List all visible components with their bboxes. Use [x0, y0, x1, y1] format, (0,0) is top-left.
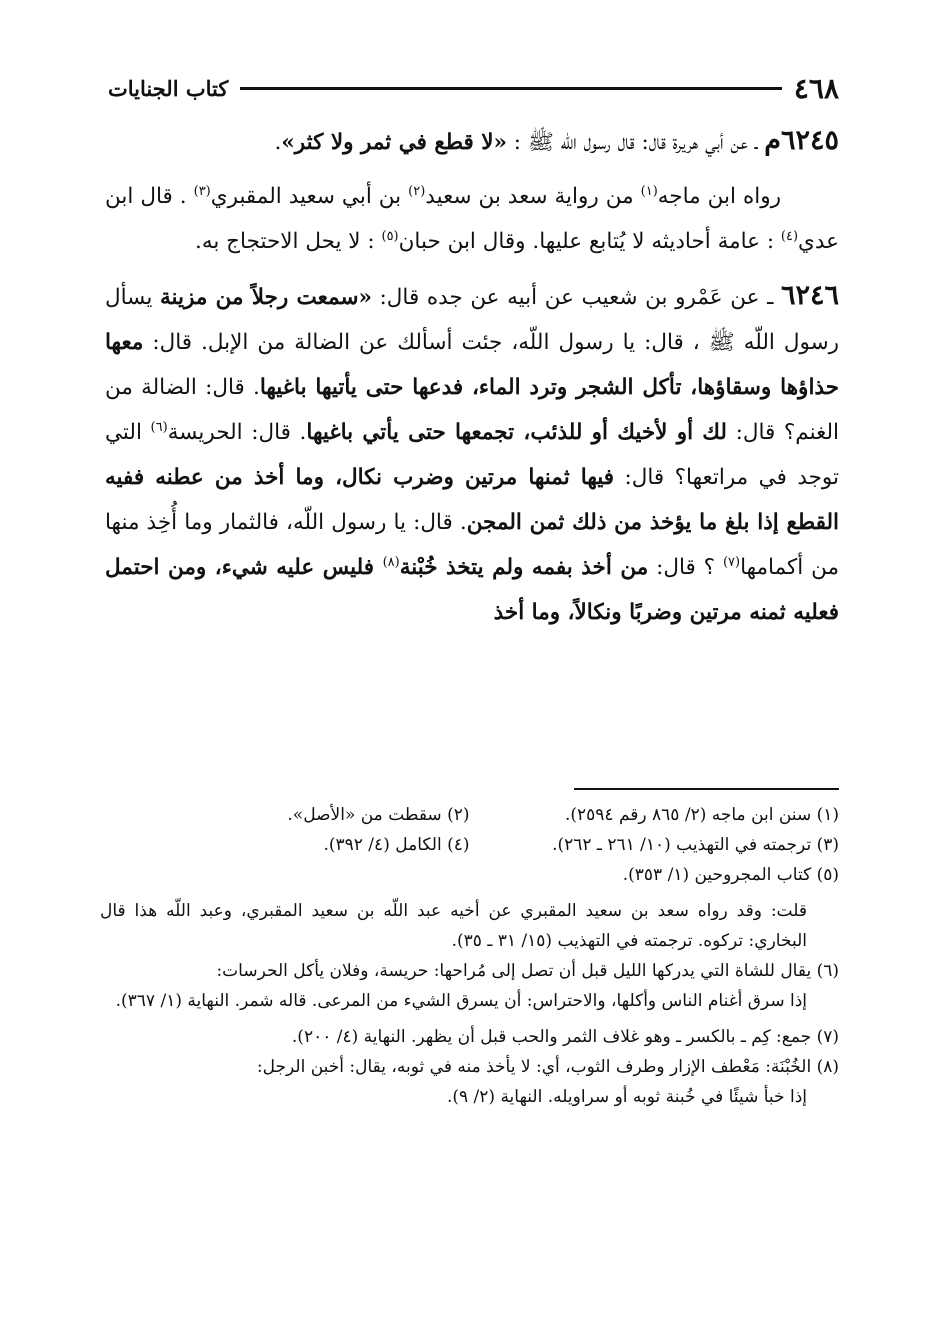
footnote-row: [100, 830, 839, 860]
comment-text: . قال ابن عدي: [105, 184, 839, 254]
footnote-6: (٦) يقال للشاة التي يدركها الليل قبل أن تصل إلى مُراحها: حريسة، وفلان يأكل الحرسات:: [216, 961, 839, 981]
book-title: كتاب الجنايات: [108, 75, 229, 101]
hadith-text: . قال: يا رسول اللّه، فالثمار وما أُخِذ منها من أكمامها: [105, 510, 839, 580]
footnote-row: [100, 800, 839, 830]
footnote-7: (٧) جمع: كِم ـ بالكسر ـ وهو غلاف الثمر والحب قبل أن يظهر. النهاية (٤/ ٢٠٠).: [291, 1027, 839, 1047]
page-number: ٤٦٨: [793, 71, 839, 105]
footnote-ref[interactable]: (٢): [408, 183, 426, 199]
footnote-ref[interactable]: (٦): [150, 419, 168, 435]
hadith-6245: [105, 118, 839, 165]
footnote-ref[interactable]: (١): [640, 183, 658, 199]
footnote-ref[interactable]: (٣): [193, 183, 211, 199]
footnote-3: (٣) ترجمته في التهذيب (١٠/ ٢٦١ ـ ٢٦٢).: [552, 835, 839, 855]
hadith-intro: ـ عن أبي هريرة قال: قال رسول اللّه ﷺ :: [506, 130, 765, 155]
comment-text: بن أبي سعيد المقبري: [210, 184, 409, 209]
footnote-separator: [574, 788, 839, 790]
hadith-bold-text: فيها ثمنها مرتين وضرب نكال، وما أخذ من عطنه ففيه القطع إذا بلغ ما يؤخذ من ذلك ثمن المجن: [105, 465, 839, 535]
header-rule: [240, 87, 782, 90]
footnote-ref[interactable]: (٤): [780, 228, 799, 244]
hadith-text: . قال: الحريسة: [167, 420, 307, 445]
hadith-bold-text: لك أو لأخيك أو للذئب، تجمعها حتى يأتي باغيها: [306, 420, 727, 445]
hadith-end: .: [274, 130, 282, 155]
hadith-text: التي توجد في مراتعها؟ قال:: [105, 420, 839, 490]
hadith-text: . قال: الضالة من الغنم؟ قال:: [105, 375, 839, 445]
comment-text: : لا يحل الاحتجاج به.: [194, 229, 382, 254]
comment-text: من رواية سعد بن سعيد: [425, 184, 641, 209]
hadith-number: ٦٢٤٥م: [764, 125, 839, 156]
hadith-bold-text: «سمعت رجلاً من مزينة: [159, 285, 372, 310]
comment-text: : عامة أحاديثه لا يُتابع عليها. وقال ابن حبان: [398, 229, 781, 254]
hadith-number: ٦٢٤٦: [781, 280, 840, 311]
comment-text: رواه ابن ماجه: [657, 184, 781, 209]
footnote-ref[interactable]: (٨): [382, 554, 400, 570]
hadith-matn: «لا قطع في ثمر ولا كثر»: [281, 130, 507, 155]
page-header: [108, 68, 839, 108]
hadith-text: يسأل رسول اللّه ﷺ ، قال: يا رسول اللّه، جئت أسألك عن الضالة من الإبل. قال:: [105, 285, 839, 355]
hadith-6246: [105, 273, 839, 635]
hadith-text: ؟ قال:: [648, 555, 723, 580]
footnote-ref[interactable]: (٥): [381, 228, 399, 244]
hadith-bold-text: فليس عليه شيء، ومن احتمل فعليه ثمنه مرتين وضربًا ونكالاً، وما أخذ: [105, 555, 839, 625]
footnotes: [100, 800, 839, 1112]
footnote-1: (١) سنن ابن ماجه (٢/ ٨٦٥ رقم ٢٥٩٤).: [564, 805, 839, 825]
hadith-bold-text: من أخذ بفمه ولم يتخذ خُبْنة: [399, 555, 649, 580]
footnote-8-continuation: إذا خبأ شيئًا في خُبنة ثوبه أو سراويله. النهاية (٢/ ٩).: [446, 1087, 807, 1107]
hadith-text: ـ عن عَمْرو بن شعيب عن أبيه عن جده قال:: [371, 285, 781, 310]
main-text: [105, 118, 839, 644]
footnote-4: (٤) الكامل (٤/ ٣٩٢).: [323, 835, 470, 855]
footnote-ref[interactable]: (٧): [722, 554, 741, 570]
footnote-6-continuation: إذا سرق أغنام الناس وأكلها، والاحتراس: أن يسرق الشيء من المرعى. قاله شمر. النهاية (١/ ٣٦٧).: [115, 991, 807, 1011]
footnote-5-note: قلت: وقد رواه سعد بن سعيد المقبري عن أخيه عبد اللّه بن سعيد المقبري، وعبد اللّه هذا قال البخاري: تركوه. ترجمته في التهذيب (١٥/ ٣١ ـ ٣٥).: [100, 901, 807, 951]
hadith-6245-comment: [105, 174, 839, 264]
footnote-8: (٨) الخُبْنَة: مَعْطف الإزار وطرف الثوب، أي: لا يأخذ منه في ثوبه، يقال: أخبن الرجل:: [256, 1057, 839, 1077]
footnote-2: (٢) سقطت من «الأصل».: [287, 805, 470, 825]
hadith-bold-text: معها حذاؤها وسقاؤها، تأكل الشجر وترد الماء، فدعها حتى يأتيها باغيها: [105, 330, 839, 400]
footnote-5: (٥) كتاب المجروحين (١/ ٣٥٣).: [622, 865, 839, 885]
